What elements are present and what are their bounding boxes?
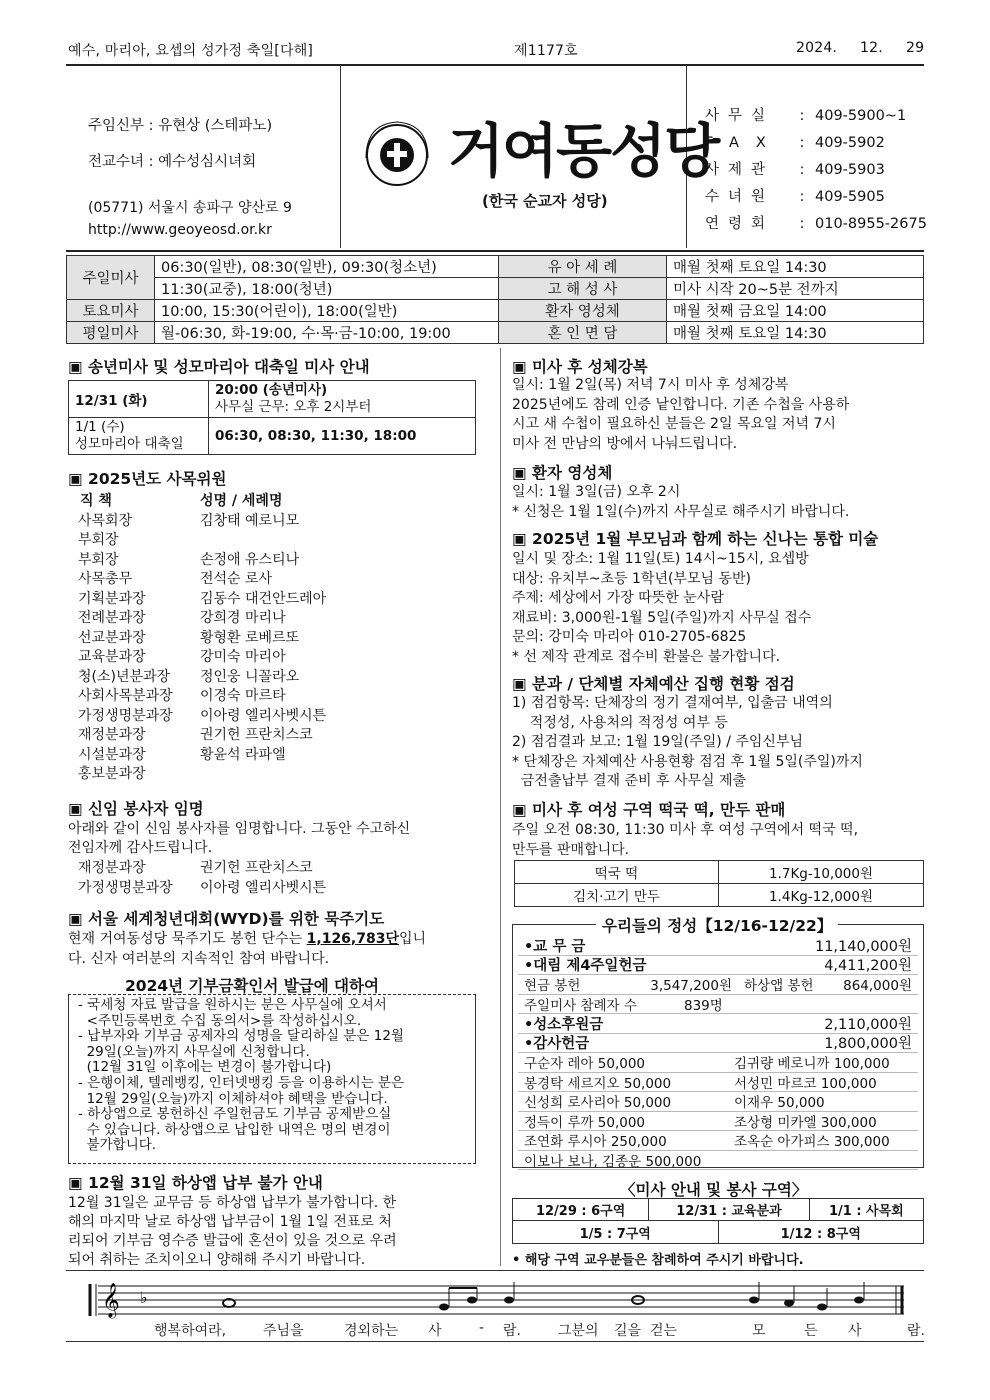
donor-row (518, 1053, 918, 1073)
contact-list: 사무실 : 409-5900~1 FAX : 409-5902 사제관 : 409-5903 수녀원 : 409-5905 연령회 : 010-8955-2675 (705, 103, 927, 238)
text-line: 주제: 세상에서 가장 따뜻한 눈사람 (512, 590, 724, 606)
committee-row (78, 746, 326, 766)
section-title: ▣ 신임 봉사자 임명 (68, 800, 204, 818)
committee-role: 교육분과장 (78, 649, 146, 665)
website-link[interactable]: http://www.geoyeosd.or.kr (88, 222, 272, 238)
text-line: 문의: 강미숙 마리아 010-2705-6825 (512, 629, 747, 645)
committee-row (78, 512, 326, 532)
text-line: 되어 취하는 조치이오니 양해해 주시기 바랍니다. (68, 1252, 366, 1268)
contact-value: 409-5900~1 (815, 108, 907, 124)
donor-entry: 조연화 루시아 250,000 (524, 1134, 667, 1151)
issue-year: 2024. (796, 40, 838, 56)
section-title: ▣ 환자 영성체 (512, 464, 613, 482)
sick-communion-text (512, 483, 849, 522)
mass-schedule-table: 주일미사 06:30(일반), 08:30(일반), 09:30(청소년) 유 아 세 례 매월 첫째 토요일 14:30 11:30(교중), 18:00(청년) 고 해 성 사 미사 시작 20~5분 전까지 토요미사 10:00, 15:30(어린이), 18:00(일반) 환자 영성체 매월 첫째 금요일 14:00 평일미사 월-06:30, 화-19:00, 수·목·금-10:00, 19:00 혼 인 면 담 매월 첫째 토요일 14:30 (66, 255, 924, 344)
section-title: ▣ 12월 31일 하상앱 납부 불가 안내 (68, 1174, 323, 1192)
committee-row (78, 707, 326, 727)
donor-row (518, 1131, 918, 1151)
appointment-list: 재정분과장 권기헌 프란치스코 가정생명분과장 이아령 엘리사벳시튼 (78, 860, 327, 896)
parish-seal-icon (352, 110, 442, 200)
committee-role: 시설분과장 (78, 746, 146, 763)
benediction-text (512, 376, 849, 454)
parish-subtitle: (한국 순교자 성당) (482, 192, 608, 210)
contact-value: 010-8955-2675 (815, 216, 927, 232)
lyric-word: - (479, 1320, 485, 1336)
text-line: 재료비: 3,000원-1월 5일(주일)까지 사무실 접수 (512, 609, 812, 626)
text-line: 적정성, 사용처의 적정성 여부 등 (512, 714, 728, 731)
committee-member: 김동수 대건안드레아 (200, 590, 327, 607)
lyric-word: 행복하여라, (154, 1323, 227, 1339)
text-line: <주민등록번호 수집 동의서>를 작성하십시오. (78, 1012, 362, 1029)
committee-member: 권기헌 프란치스코 (200, 727, 313, 743)
text-line: 금전출납부 결재 준비 후 사무실 제출 (512, 773, 747, 789)
parish-name: 거여동성당 (448, 117, 719, 185)
committee-role: 홍보분과장 (78, 766, 146, 782)
donor-row (518, 1151, 918, 1171)
lyric-word: 주님을 (263, 1323, 304, 1339)
paragraph: 다. 신자 여러분의 지속적인 참여 바랍니다. (68, 951, 330, 967)
lyric-word: 든 (804, 1323, 818, 1339)
text-line: 일시 및 장소: 1월 11일(토) 14시~15시, 요셉방 (512, 551, 809, 567)
committee-role: 사목회장 (78, 512, 133, 529)
music-staff-icon (84, 1280, 914, 1324)
paragraph: 주일 오전 08:30, 11:30 미사 후 여성 구역에서 떡국 떡, (512, 822, 859, 838)
text-line: * 신청은 1월 1일(수)까지 사무실로 해주시기 바랍니다. (512, 503, 850, 520)
issue-month: 12. (860, 40, 883, 56)
committee-member: 정인웅 니꼴라오 (200, 668, 300, 685)
text-line: 대상: 유치부~초등 1학년(부모님 동반) (512, 570, 751, 587)
committee-list: 직 책 성명 / 세례명 사목회장 김창태 예로니모 부회장 부회장 손정애 유스티나 사목총무 전석순 로사 기획분과장 김동수 대건안드레아 전례분과장 강희경 마리나 선교분과장 황형환 로베르또 교육분과장 강미숙 마리아 청(소)년분과장 정인웅 니꼴라오 사회사목분과장 이경숙 마르타 가정생명분과장 이아령 엘리사벳시튼 재정분과장 권기헌 프란치스코 시설분과장 황윤석 라파엘 홍보분과장 (78, 492, 326, 785)
committee-member: 이경숙 마르타 (200, 688, 286, 704)
lyric-word: 길을 (614, 1323, 642, 1339)
header-rule (66, 64, 924, 66)
year-end-mass-table: 12/31 (화) 20:00 (송년미사) 사무실 근무: 오후 2시부터 1/1 (수) 성모마리아 대축일 06:30, 08:30, 11:30, 18:00 (68, 380, 476, 455)
committee-member: 손정애 유스티나 (200, 551, 300, 568)
committee-role: 부회장 (78, 551, 119, 568)
committee-row (78, 551, 326, 571)
committee-row (78, 570, 326, 590)
service-schedule-table: 12/29 : 6구역 12/31 : 교육분과 1/1 : 사목회 1/5 : 7구역 1/12 : 8구역 (512, 1198, 924, 1244)
section-title: ▣ 2025년 1월 부모님과 함께 하는 신나는 통합 미술 (512, 530, 879, 548)
text-line: 리되어 기부금 영수증 발급에 혼선이 있을 것으로 우려 (68, 1233, 397, 1249)
committee-row (78, 629, 326, 649)
committee-row (78, 531, 326, 551)
svg-text:♭: ♭ (140, 1288, 148, 1307)
donor-entry: 조상형 미카엘 300,000 (734, 1114, 877, 1131)
lyric-word: 모 (752, 1323, 766, 1339)
text-line: 2) 점검결과 보고: 1월 19일(주일) / 주임신부님 (512, 734, 804, 750)
address: (05771) 서울시 송파구 양산로 9 (88, 200, 292, 216)
section-title: ▣ 2025년도 사목위원 (68, 470, 227, 488)
committee-member: 강희경 마리나 (200, 610, 286, 626)
text-line: 해의 마지막 날로 하상앱 납부금이 1월 1일 전표로 처 (68, 1214, 392, 1230)
text-line: 12월 31일은 교무금 등 하상앱 납부가 불가합니다. 한 (68, 1195, 397, 1211)
hasang-notice-text (68, 1194, 397, 1270)
committee-row (78, 648, 326, 668)
lyric-word: 람. (503, 1323, 521, 1339)
section-title: ▣ 송년미사 및 성모마리아 대축일 미사 안내 (68, 358, 370, 376)
donor-entry: 서성민 마르코 100,000 (734, 1075, 877, 1092)
committee-member: 이아령 엘리사벳시튼 (200, 707, 327, 724)
donor-entry: 김귀량 베로니까 100,000 (734, 1056, 890, 1073)
paragraph: 만두를 판매합니다. (512, 842, 630, 858)
donor-row (518, 1092, 918, 1112)
sale-price-table: 떡국 떡 1.7Kg-10,000원 김치·고기 만두 1.4Kg-12,000원 (514, 860, 924, 907)
paragraph: 현재 거여동성당 묵주기도 봉헌 단수는 1,126,783단입니 (68, 931, 427, 947)
issue-number: 제1177호 (514, 43, 578, 59)
contact-label: 연령회 (705, 216, 775, 232)
text-line: 미사 전 만남의 방에서 나눠드립니다. (512, 435, 738, 452)
budget-check-text (512, 694, 863, 792)
contact-value: 409-5903 (815, 162, 885, 178)
committee-role: 재정분과장 (78, 727, 146, 743)
service-note: • 해당 구역 교우분들은 참례하여 주시기 바랍니다. (512, 1253, 804, 1268)
donor-row (518, 1073, 918, 1093)
lyric-word: 경외하는 (344, 1323, 399, 1339)
text-line: * 선 제작 관계로 접수비 환불은 불가합니다. (512, 648, 781, 665)
text-line: - 하상앱으로 봉헌하신 주일헌금도 기부금 공제받으실 (78, 1106, 392, 1123)
committee-member: 전석순 로사 (200, 571, 273, 587)
offering-table: •교 무 금 11,140,000원 •대림 제4주일헌금 4,411,200원 현금 봉헌 3,547,200원 하상앱 봉헌 864,000원 주일미사 참례자 수 839명 •성소후원금 2,110,000원 •감사헌금 1,800,000원 구순자 레아 50,000 김귀량 베로니까 100,000 봉경탁 세르지오 50,000 서성민 마르코 100,000 신성희 로사리아 50,000 이재우 50,000 정득이 루까 50,000 조상형 미카엘 300,000 조연화 루시아 250,000 조옥순 아가피스 300,000 이보나 보나, 김종운 500,000 (518, 936, 918, 1170)
text-line: 수 있습니다. 하상앱으로 납입한 내역은 명의 변경이 (78, 1121, 391, 1138)
section-title: ▣ 미사 후 여성 구역 떡국 떡, 만두 판매 (512, 801, 786, 819)
feast-title: 예수, 마리아, 요셉의 성가정 축일[다해] (68, 43, 314, 59)
paragraph: 아래와 같이 신임 봉사자를 임명합니다. 그동안 수고하신 (68, 821, 411, 837)
donor-entry: 조옥순 아가피스 300,000 (734, 1134, 890, 1151)
committee-member: 김창태 예로니모 (200, 512, 300, 529)
text-line: 불가합니다. (78, 1137, 157, 1154)
donor-entry: 신성희 로사리아 50,000 (524, 1095, 672, 1112)
committee-member: 강미숙 마리아 (200, 649, 286, 665)
donor-entry: 정득이 루까 50,000 (524, 1114, 646, 1131)
committee-role: 가정생명분과장 (78, 707, 173, 724)
section-title: ▣ 분과 / 단체별 자체예산 집행 현황 점검 (512, 675, 795, 693)
lyric-word: 사 (428, 1323, 442, 1339)
section-title: ▣ 미사 후 성체강복 (512, 358, 648, 376)
text-line: (12월 31일 이후에는 변경이 불가합니다) (78, 1059, 332, 1076)
lyric-word: 사 (848, 1323, 862, 1339)
contact-value: 409-5905 (815, 189, 885, 205)
svg-text:𝄞: 𝄞 (102, 1283, 120, 1318)
committee-member: 황형환 로베르또 (200, 629, 300, 646)
committee-row (78, 726, 326, 746)
donor-entry: 봉경탁 세르지오 50,000 (524, 1075, 672, 1092)
text-line: - 납부자와 기부금 공제자의 성명을 달리하실 분은 12월 (78, 1028, 404, 1045)
text-line: 29일(오늘)까지 사무실에 신청합니다. (78, 1043, 310, 1060)
lyric-word: 그분의 (558, 1323, 599, 1339)
donation-receipt-text (78, 998, 404, 1154)
text-line: 2025년에도 참례 인증 낱인합니다. 기존 수첩을 사용하 (512, 396, 850, 413)
committee-member: 황윤석 라파엘 (200, 746, 286, 763)
committee-row (78, 609, 326, 629)
contact-label: 수녀원 (705, 189, 775, 205)
committee-row (78, 687, 326, 707)
contact-label: 사무실 (705, 108, 775, 124)
donor-entry: 이재우 50,000 (734, 1095, 825, 1112)
lyric-word: 람. (907, 1323, 925, 1339)
paragraph: 전임자께 감사드립니다. (68, 840, 213, 856)
committee-role: 부회장 (78, 532, 119, 548)
art-class-text (512, 550, 811, 667)
donor-entry: 이보나 보나, 김종운 500,000 (524, 1153, 702, 1170)
service-title: 〈미사 안내 및 봉사 구역〉 (620, 1181, 808, 1199)
donor-row (518, 1112, 918, 1132)
sister-info: 전교수녀 : 예수성심시녀회 (88, 154, 257, 170)
text-line: 1) 점검항목: 단체장의 정기 결재여부, 입출금 내역의 (512, 695, 833, 711)
donation-receipt-title: 2024년 기부금확인서 발급에 대하여 (125, 977, 379, 995)
contact-label: FAX (705, 135, 783, 151)
issue-day: 29 (906, 40, 925, 56)
text-line: 일시: 1월 2일(목) 저녁 7시 미사 후 성체강복 (512, 377, 789, 393)
committee-role: 사목총무 (78, 571, 133, 587)
committee-role: 선교분과장 (78, 629, 146, 646)
offering-title: 우리들의 정성【12/16-12/22】 (596, 914, 838, 936)
section-title: ▣ 서울 세계청년대회(WYD)를 위한 묵주기도 (68, 910, 385, 928)
text-line: - 은행이체, 텔레뱅킹, 인터넷뱅킹 등을 이용하시는 분은 (78, 1074, 405, 1091)
committee-role: 사회사목분과장 (78, 688, 173, 704)
text-line: 12월 29일(오늘)까지 이체하셔야 혜택을 받습니다. (78, 1090, 388, 1107)
committee-row (78, 765, 326, 785)
text-line: 시고 새 수첩이 필요하신 분들은 2일 목요일 저녁 7시 (512, 416, 836, 432)
text-line: * 단체장은 자체예산 사용현황 점검 후 1월 5일(주일)까지 (512, 753, 863, 770)
committee-role: 기획분과장 (78, 590, 146, 607)
committee-role: 청(소)년분과장 (78, 668, 171, 685)
donor-entry: 구순자 레아 50,000 (524, 1056, 646, 1073)
committee-row (78, 668, 326, 688)
contact-label: 사제관 (705, 162, 775, 178)
committee-role: 전례분과장 (78, 610, 146, 626)
text-line: - 국세청 자료 발급을 원하시는 분은 사무실에 오셔서 (78, 997, 387, 1013)
lyric-word: 걷는 (650, 1323, 678, 1339)
text-line: 일시: 1월 3일(금) 오후 2시 (512, 484, 681, 500)
committee-row (78, 590, 326, 610)
pastor-info: 주임신부 : 유현상 (스테파노) (88, 118, 273, 134)
contact-value: 409-5902 (815, 135, 885, 151)
